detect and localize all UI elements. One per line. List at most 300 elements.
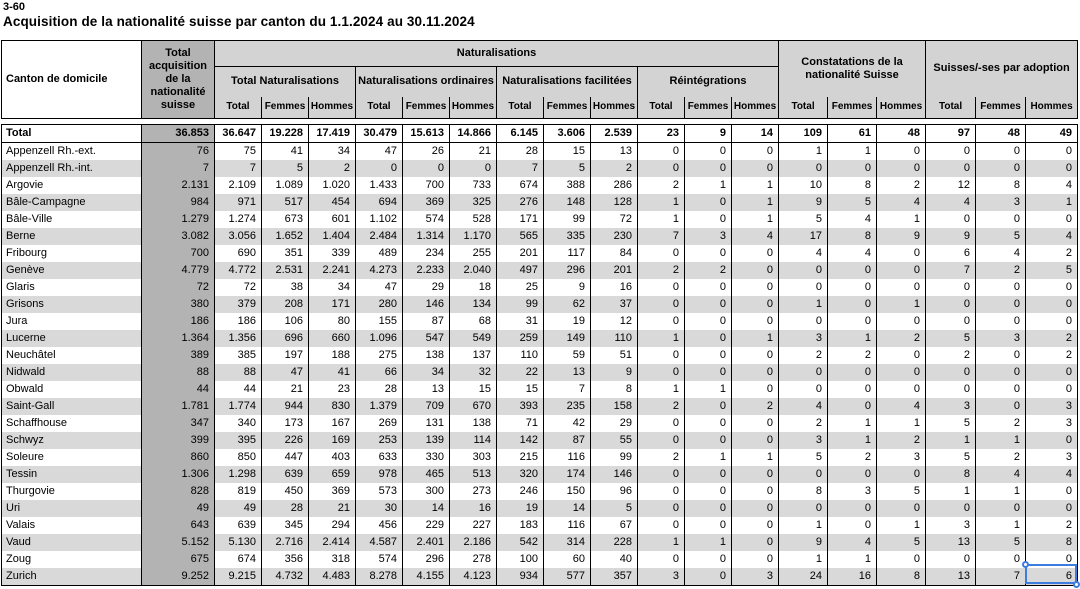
value-cell: 8.278 <box>356 568 403 586</box>
value-cell: 497 <box>497 262 544 279</box>
value-cell: 9 <box>685 125 732 143</box>
value-cell: 8 <box>828 177 877 194</box>
value-cell: 528 <box>450 211 497 228</box>
value-cell: 31 <box>497 313 544 330</box>
table-row <box>2 330 1078 347</box>
value-cell: 9 <box>926 228 976 245</box>
value-cell: 513 <box>450 466 497 483</box>
value-cell: 4.587 <box>356 534 403 551</box>
col-header-femmes: Femmes <box>976 97 1026 119</box>
value-cell: 643 <box>142 517 215 534</box>
col-header-total: Total <box>497 97 544 119</box>
value-cell: 4 <box>877 398 926 415</box>
value-cell: 1.781 <box>142 398 215 415</box>
table-row <box>2 245 1078 262</box>
value-cell: 0 <box>976 551 1026 568</box>
value-cell: 1.364 <box>142 330 215 347</box>
value-cell: 294 <box>309 517 356 534</box>
value-cell: 1 <box>779 551 828 568</box>
value-cell: 8 <box>779 483 828 500</box>
value-cell: 0 <box>877 381 926 398</box>
value-cell: 9 <box>591 364 638 381</box>
value-cell: 0 <box>638 279 685 296</box>
value-cell: 1.274 <box>215 211 262 228</box>
value-cell: 2 <box>591 160 638 177</box>
value-cell: 3 <box>976 194 1026 211</box>
table-row <box>2 534 1078 551</box>
value-cell: 5 <box>1026 262 1078 279</box>
value-cell: 131 <box>403 415 450 432</box>
value-cell: 8 <box>877 568 926 586</box>
value-cell: 5 <box>877 483 926 500</box>
value-cell: 0 <box>732 160 779 177</box>
value-cell: 47 <box>356 143 403 161</box>
col-header-femmes: Femmes <box>403 97 450 119</box>
value-cell: 8 <box>828 228 877 245</box>
value-cell: 75 <box>215 143 262 161</box>
value-cell: 4 <box>877 194 926 211</box>
value-cell: 30 <box>356 500 403 517</box>
table-row <box>2 177 1078 194</box>
value-cell: 1.314 <box>403 228 450 245</box>
value-cell: 28 <box>356 381 403 398</box>
value-cell: 1 <box>638 381 685 398</box>
value-cell: 13 <box>591 143 638 161</box>
value-cell: 4.772 <box>215 262 262 279</box>
value-cell: 19 <box>497 500 544 517</box>
value-cell: 37 <box>591 296 638 313</box>
value-cell: 828 <box>142 483 215 500</box>
canton-label: Fribourg <box>2 245 142 262</box>
value-cell: 0 <box>877 279 926 296</box>
value-cell: 280 <box>356 296 403 313</box>
value-cell: 0 <box>828 517 877 534</box>
value-cell: 28 <box>497 143 544 161</box>
col-header-hommes: Hommes <box>1026 97 1078 119</box>
value-cell: 208 <box>262 296 309 313</box>
col-header-hommes: Hommes <box>732 97 779 119</box>
value-cell: 1.306 <box>142 466 215 483</box>
value-cell: 1 <box>877 517 926 534</box>
selection-handle-top-left[interactable] <box>1022 561 1029 568</box>
value-cell: 0 <box>732 534 779 551</box>
value-cell: 234 <box>403 245 450 262</box>
value-cell: 574 <box>403 211 450 228</box>
value-cell: 0 <box>685 364 732 381</box>
value-cell: 450 <box>262 483 309 500</box>
value-cell: 389 <box>142 347 215 364</box>
value-cell: 215 <box>497 449 544 466</box>
value-cell: 447 <box>262 449 309 466</box>
value-cell: 0 <box>828 466 877 483</box>
value-cell: 700 <box>403 177 450 194</box>
value-cell: 3 <box>1026 398 1078 415</box>
value-cell: 547 <box>403 330 450 347</box>
value-cell: 0 <box>1026 551 1078 568</box>
value-cell: 51 <box>591 347 638 364</box>
value-cell: 5 <box>779 211 828 228</box>
value-cell: 80 <box>309 313 356 330</box>
value-cell: 44 <box>215 381 262 398</box>
value-cell: 8 <box>926 466 976 483</box>
value-cell: 0 <box>638 483 685 500</box>
value-cell: 0 <box>1026 364 1078 381</box>
value-cell: 59 <box>544 347 591 364</box>
value-cell: 0 <box>638 551 685 568</box>
value-cell: 72 <box>142 279 215 296</box>
value-cell: 6 <box>1026 568 1078 586</box>
value-cell: 1.279 <box>142 211 215 228</box>
value-cell: 7 <box>544 381 591 398</box>
value-cell: 7 <box>638 228 685 245</box>
value-cell: 10 <box>779 177 828 194</box>
value-cell: 300 <box>403 483 450 500</box>
col-header-canton: Canton de domicile <box>2 41 142 119</box>
value-cell: 2 <box>638 449 685 466</box>
canton-label: Berne <box>2 228 142 245</box>
value-cell: 2.414 <box>309 534 356 551</box>
value-cell: 0 <box>732 245 779 262</box>
value-cell: 229 <box>403 517 450 534</box>
value-cell: 4.779 <box>142 262 215 279</box>
value-cell: 577 <box>544 568 591 586</box>
value-cell: 41 <box>309 364 356 381</box>
value-cell: 4 <box>779 245 828 262</box>
value-cell: 318 <box>309 551 356 568</box>
value-cell: 253 <box>356 432 403 449</box>
value-cell: 4.123 <box>450 568 497 586</box>
group-header-total-naturalisations: Total Naturalisations <box>215 67 356 97</box>
value-cell: 0 <box>685 466 732 483</box>
selection-handle-bottom-right[interactable] <box>1073 581 1080 588</box>
value-cell: 674 <box>497 177 544 194</box>
value-cell: 325 <box>450 194 497 211</box>
value-cell: 230 <box>591 228 638 245</box>
value-cell: 0 <box>779 313 828 330</box>
value-cell: 21 <box>262 381 309 398</box>
value-cell: 12 <box>591 313 638 330</box>
table-row <box>2 194 1078 211</box>
value-cell: 573 <box>356 483 403 500</box>
value-cell: 0 <box>976 296 1026 313</box>
value-cell: 0 <box>685 313 732 330</box>
value-cell: 48 <box>976 125 1026 143</box>
value-cell: 1 <box>685 534 732 551</box>
value-cell: 1.020 <box>309 177 356 194</box>
header-table <box>1 40 1078 119</box>
value-cell: 62 <box>544 296 591 313</box>
value-cell: 150 <box>544 483 591 500</box>
value-cell: 0 <box>779 466 828 483</box>
value-cell: 696 <box>262 330 309 347</box>
value-cell: 18 <box>450 279 497 296</box>
value-cell: 4 <box>976 245 1026 262</box>
value-cell: 709 <box>403 398 450 415</box>
value-cell: 819 <box>215 483 262 500</box>
value-cell: 138 <box>450 415 497 432</box>
value-cell: 9 <box>877 228 926 245</box>
value-cell: 2 <box>732 398 779 415</box>
value-cell: 0 <box>828 364 877 381</box>
value-cell: 155 <box>356 313 403 330</box>
group-header-facilitees: Naturalisations facilitées <box>497 67 638 97</box>
value-cell: 4 <box>828 211 877 228</box>
value-cell: 1 <box>638 194 685 211</box>
value-cell: 13 <box>403 381 450 398</box>
value-cell: 2.401 <box>403 534 450 551</box>
value-cell: 100 <box>497 551 544 568</box>
value-cell: 0 <box>685 415 732 432</box>
value-cell: 42 <box>544 415 591 432</box>
canton-label: Tessin <box>2 466 142 483</box>
value-cell: 0 <box>732 279 779 296</box>
canton-label: Glaris <box>2 279 142 296</box>
value-cell: 0 <box>877 143 926 161</box>
value-cell: 1 <box>877 296 926 313</box>
col-header-total: Total <box>356 97 403 119</box>
col-header-femmes: Femmes <box>685 97 732 119</box>
value-cell: 1 <box>732 194 779 211</box>
canton-label: Bâle-Ville <box>2 211 142 228</box>
canton-label: Genève <box>2 262 142 279</box>
value-cell: 673 <box>262 211 309 228</box>
value-cell: 0 <box>685 279 732 296</box>
value-cell: 369 <box>403 194 450 211</box>
value-cell: 9 <box>779 194 828 211</box>
col-header-total: Total <box>215 97 262 119</box>
value-cell: 2.484 <box>356 228 403 245</box>
value-cell: 0 <box>638 500 685 517</box>
value-cell: 1 <box>828 432 877 449</box>
value-cell: 489 <box>356 245 403 262</box>
value-cell: 2 <box>1026 347 1078 364</box>
value-cell: 255 <box>450 245 497 262</box>
value-cell: 278 <box>450 551 497 568</box>
value-cell: 0 <box>638 143 685 161</box>
value-cell: 88 <box>215 364 262 381</box>
value-cell: 1 <box>638 330 685 347</box>
value-cell: 171 <box>309 296 356 313</box>
value-cell: 158 <box>591 398 638 415</box>
value-cell: 17.419 <box>309 125 356 143</box>
value-cell: 0 <box>926 500 976 517</box>
value-cell: 76 <box>142 143 215 161</box>
value-cell: 0 <box>685 245 732 262</box>
value-cell: 296 <box>544 262 591 279</box>
value-cell: 9.215 <box>215 568 262 586</box>
value-cell: 29 <box>591 415 638 432</box>
value-cell: 146 <box>591 466 638 483</box>
value-cell: 3 <box>926 517 976 534</box>
value-cell: 0 <box>828 381 877 398</box>
col-header-femmes: Femmes <box>262 97 309 119</box>
value-cell: 0 <box>1026 381 1078 398</box>
value-cell: 5 <box>544 160 591 177</box>
value-cell: 303 <box>450 449 497 466</box>
value-cell: 12 <box>926 177 976 194</box>
value-cell: 34 <box>403 364 450 381</box>
value-cell: 0 <box>732 500 779 517</box>
value-cell: 2.716 <box>262 534 309 551</box>
value-cell: 670 <box>450 398 497 415</box>
value-cell: 49 <box>215 500 262 517</box>
cell-selection[interactable] <box>1025 564 1077 584</box>
value-cell: 0 <box>638 432 685 449</box>
value-cell: 0 <box>732 143 779 161</box>
value-cell: 4 <box>1026 177 1078 194</box>
value-cell: 167 <box>309 415 356 432</box>
value-cell: 0 <box>926 279 976 296</box>
report-code: 3-60 <box>3 1 26 13</box>
value-cell: 99 <box>591 449 638 466</box>
value-cell: 0 <box>1026 313 1078 330</box>
value-cell: 1.089 <box>262 177 309 194</box>
value-cell: 2.040 <box>450 262 497 279</box>
value-cell: 48 <box>877 125 926 143</box>
value-cell: 0 <box>685 347 732 364</box>
value-cell: 28 <box>262 500 309 517</box>
value-cell: 2.186 <box>450 534 497 551</box>
value-cell: 2 <box>828 347 877 364</box>
table-row <box>2 432 1078 449</box>
col-header-total: Total <box>638 97 685 119</box>
value-cell: 660 <box>309 330 356 347</box>
value-cell: 87 <box>544 432 591 449</box>
value-cell: 0 <box>732 381 779 398</box>
col-header-hommes: Hommes <box>309 97 356 119</box>
value-cell: 0 <box>828 500 877 517</box>
value-cell: 6.145 <box>497 125 544 143</box>
value-cell: 1 <box>638 534 685 551</box>
value-cell: 0 <box>926 160 976 177</box>
value-cell: 235 <box>544 398 591 415</box>
value-cell: 97 <box>926 125 976 143</box>
value-cell: 1 <box>732 449 779 466</box>
value-cell: 36.853 <box>142 125 215 143</box>
value-cell: 4 <box>828 534 877 551</box>
value-cell: 0 <box>732 432 779 449</box>
value-cell: 2 <box>685 262 732 279</box>
value-cell: 146 <box>403 296 450 313</box>
value-cell: 0 <box>828 160 877 177</box>
value-cell: 5 <box>926 330 976 347</box>
value-cell: 7 <box>976 568 1026 586</box>
value-cell: 0 <box>1026 296 1078 313</box>
canton-label: Thurgovie <box>2 483 142 500</box>
table-row <box>2 500 1078 517</box>
value-cell: 0 <box>976 398 1026 415</box>
value-cell: 0 <box>926 143 976 161</box>
value-cell: 0 <box>732 347 779 364</box>
value-cell: 340 <box>215 415 262 432</box>
value-cell: 1.102 <box>356 211 403 228</box>
value-cell: 574 <box>356 551 403 568</box>
value-cell: 700 <box>142 245 215 262</box>
value-cell: 88 <box>142 364 215 381</box>
value-cell: 23 <box>638 125 685 143</box>
col-header-total: Total <box>779 97 828 119</box>
value-cell: 1 <box>976 517 1026 534</box>
value-cell: 1.652 <box>262 228 309 245</box>
table-row <box>2 143 1078 161</box>
table-row <box>2 466 1078 483</box>
value-cell: 15 <box>497 381 544 398</box>
value-cell: 330 <box>403 449 450 466</box>
value-cell: 5 <box>591 500 638 517</box>
value-cell: 0 <box>638 466 685 483</box>
value-cell: 3 <box>976 330 1026 347</box>
value-cell: 201 <box>591 262 638 279</box>
value-cell: 2 <box>779 415 828 432</box>
canton-label: Jura <box>2 313 142 330</box>
value-cell: 0 <box>828 296 877 313</box>
value-cell: 0 <box>732 415 779 432</box>
value-cell: 0 <box>976 143 1026 161</box>
value-cell: 8 <box>976 177 1026 194</box>
value-cell: 1 <box>638 211 685 228</box>
value-cell: 385 <box>215 347 262 364</box>
value-cell: 5 <box>926 415 976 432</box>
value-cell: 379 <box>215 296 262 313</box>
table-row <box>2 483 1078 500</box>
value-cell: 1 <box>926 432 976 449</box>
value-cell: 34 <box>309 143 356 161</box>
value-cell: 186 <box>215 313 262 330</box>
value-cell: 47 <box>262 364 309 381</box>
value-cell: 128 <box>591 194 638 211</box>
value-cell: 21 <box>450 143 497 161</box>
table-row <box>2 415 1078 432</box>
value-cell: 296 <box>403 551 450 568</box>
value-cell: 2 <box>877 177 926 194</box>
value-cell: 2 <box>877 432 926 449</box>
value-cell: 2 <box>638 177 685 194</box>
value-cell: 2.131 <box>142 177 215 194</box>
value-cell: 1.404 <box>309 228 356 245</box>
value-cell: 850 <box>215 449 262 466</box>
value-cell: 169 <box>309 432 356 449</box>
value-cell: 3.056 <box>215 228 262 245</box>
value-cell: 934 <box>497 568 544 586</box>
canton-label: Bâle-Campagne <box>2 194 142 211</box>
table-row <box>2 449 1078 466</box>
value-cell: 3 <box>828 483 877 500</box>
value-cell: 24 <box>779 568 828 586</box>
value-cell: 1.356 <box>215 330 262 347</box>
value-cell: 4.273 <box>356 262 403 279</box>
value-cell: 339 <box>309 245 356 262</box>
canton-label: Total <box>2 125 142 143</box>
value-cell: 8 <box>591 381 638 398</box>
value-cell: 0 <box>403 160 450 177</box>
value-cell: 0 <box>926 296 976 313</box>
canton-label: Neuchâtel <box>2 347 142 364</box>
value-cell: 314 <box>544 534 591 551</box>
table-row <box>2 517 1078 534</box>
value-cell: 5 <box>976 228 1026 245</box>
value-cell: 16 <box>828 568 877 586</box>
value-cell: 456 <box>356 517 403 534</box>
value-cell: 4 <box>828 245 877 262</box>
value-cell: 2 <box>638 398 685 415</box>
col-header-femmes: Femmes <box>828 97 877 119</box>
value-cell: 1 <box>976 432 1026 449</box>
value-cell: 357 <box>591 568 638 586</box>
value-cell: 7 <box>497 160 544 177</box>
value-cell: 0 <box>828 398 877 415</box>
table-row <box>2 160 1078 177</box>
value-cell: 0 <box>732 364 779 381</box>
